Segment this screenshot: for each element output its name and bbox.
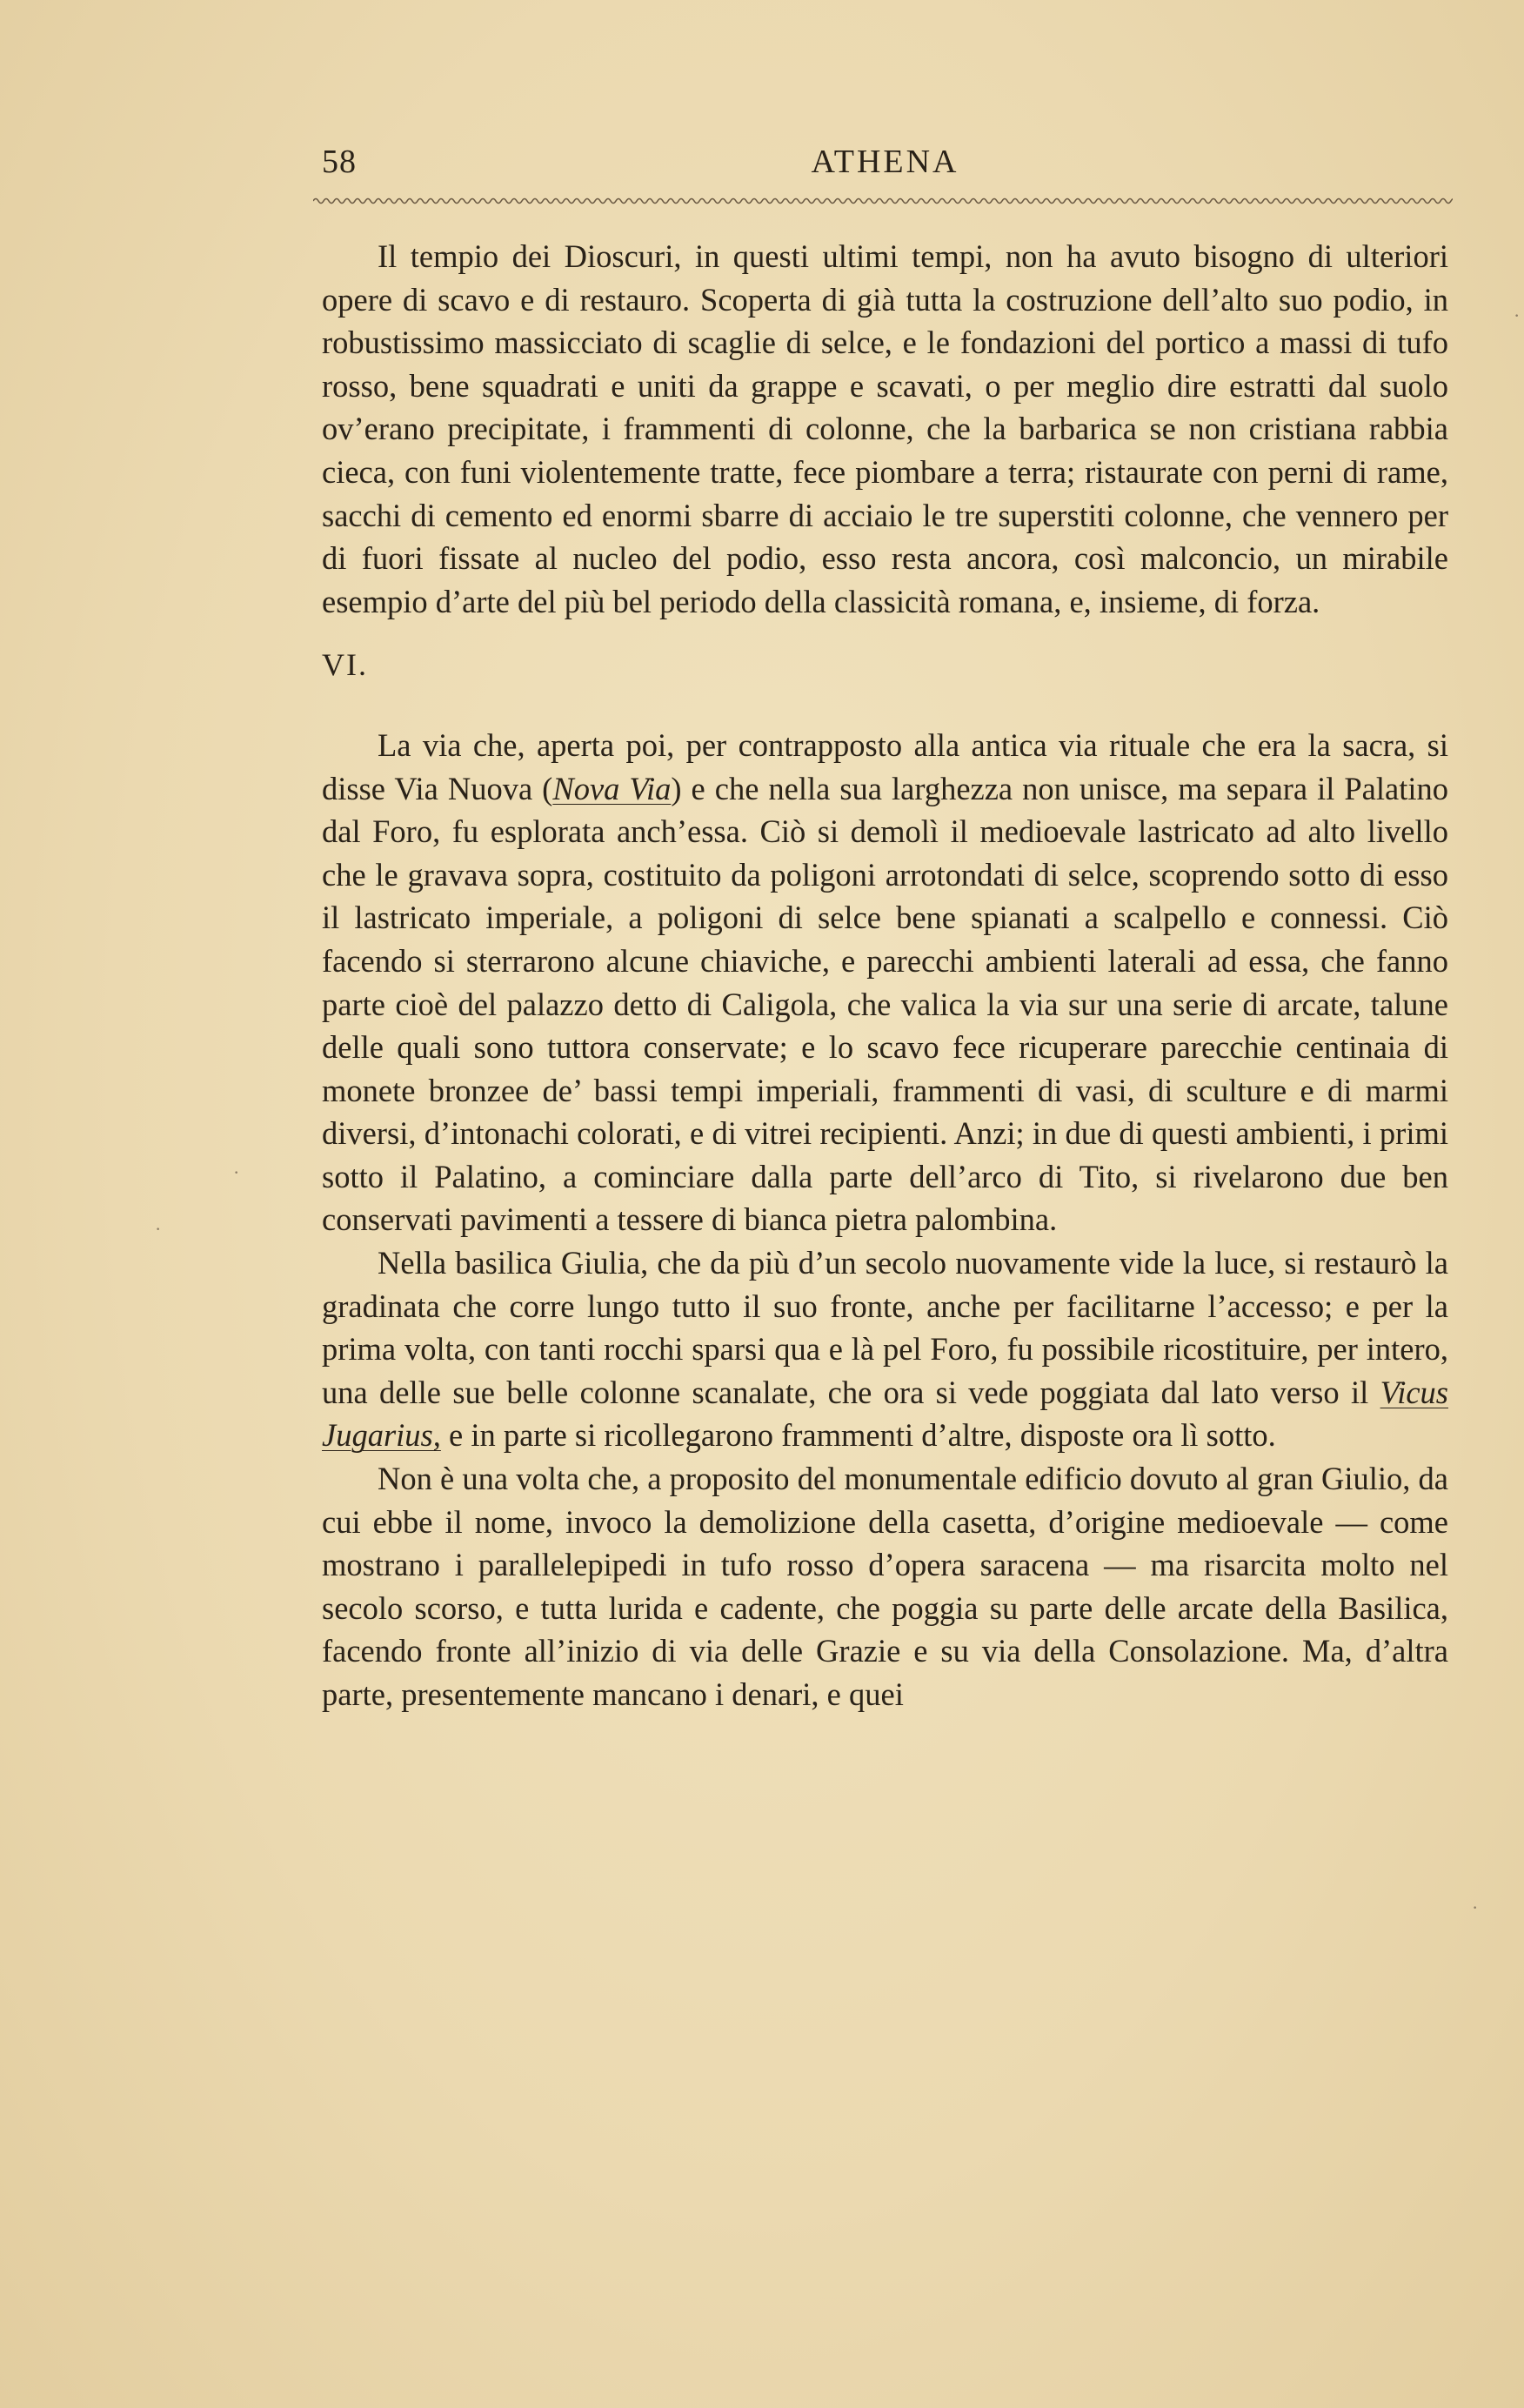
text-run: ) e che nella sua larghezza non unisce, ma separa il Palatino dal Foro, fu esplorata anch’essa. Ciò si demolì il medioevale lastricato ad alto livello che le gravava sopra, costituito da poligoni arrotondati di selce, scoprendo sotto di esso il lastricato imperiale, a poligoni di selce bene spianati a scalpello e connessi. Ciò facendo si sterrarono alcune chiaviche, e parecchi ambienti laterali ad essa, che fanno parte cioè del palazzo detto di Caligola, che valica la via sur una serie di arcate, talune delle quali sono tuttora conservate; e lo scavo fece ricuperare parecchie centinaia di monete bronzee de’ bassi tempi imperiali, frammenti di vasi, di sculture e di marmi diversi, d’intonachi colorati, e di vitrei recipienti. Anzi; in due di questi ambienti, i primi sotto il Palatino, a cominciare dalla parte dell’arco di Tito, si rivelarono due ben conservati pavimenti a tessere di bianca pietra palombina. [322, 770, 1448, 1238]
journal-title: ATHENA [811, 144, 959, 180]
margin-speck: · [1472, 1896, 1479, 1918]
italic-term-nova-via: Nova Via [552, 770, 672, 806]
text-run: e in parte si ricollegarono frammenti d’altre, disposte ora lì sotto. [440, 1417, 1276, 1454]
paragraph-via-nuova [322, 724, 1448, 1241]
page [322, 139, 1448, 1716]
paragraph-basilica-giulia [322, 1241, 1448, 1457]
margin-speck: · [155, 1218, 162, 1240]
section-heading: VI. [322, 647, 368, 683]
text-run: Nella basilica Giulia, che da più d’un secolo nuovamente vide la luce, si restaurò la gradinata che corre lungo tutto il suo fronte, anche per facilitarne l’accesso; e per la prima volta, con tanti rocchi sparsi qua e là pel Foro, fu possibile ricostituire, per intero, una delle sue belle colonne scanalate, che ora si vede poggiata dal lato verso il [322, 1245, 1448, 1410]
running-head [322, 139, 1448, 191]
text-run: La via che, aperta poi, per contrapposto alla antica via rituale che era la sacra, si disse Via Nuova ( [322, 726, 1448, 806]
page-number: 58 [322, 144, 357, 180]
wavy-rule [313, 195, 1453, 207]
italic-term-vicus-jugarius: Vicus Jugarius, [322, 1374, 1448, 1454]
paragraph-giulio: Non è una volta che, a proposito del monumentale edificio dovuto al gran Giulio, da cui ebbe il nome, invoco la demolizione della casetta, d’origine medioevale — come mostrano i parallelepipedi in tufo rosso d’opera saracena — ma risarcita molto nel secolo scorso, e tutta lurida e cadente, che poggia su parte delle arcate della Basilica, facendo fronte all’inizio di via delle Grazie e su via della Consolazione. Ma, d’altra parte, presentemente mancano i denari, e quei [322, 1461, 1448, 1712]
margin-speck: · [1514, 304, 1521, 326]
margin-speck: · [233, 1161, 240, 1183]
article-body [322, 235, 1448, 1716]
paragraph-dioscuri: Il tempio dei Dioscuri, in questi ultimi tempi, non ha avuto bisogno di ulteriori opere di scavo e di restauro. Scoperta di già tutta la costruzione dell’alto suo podio, in robustissimo massicciato di scaglie di selce, e le fondazioni del portico a massi di tufo rosso, bene squadrati e uniti da grappe e scavati, o per meglio dire estratti dal suolo ov’erano precipitate, i frammenti di colonne, che la barbarica se non cristiana rabbia cieca, con funi violentemente tratte, fece piombare a terra; ristaurate con perni di rame, sacchi di cemento ed enormi sbarre di acciaio le tre superstiti colonne, che vennero per di fuori fissate al nucleo del podio, esso resta ancora, così malconcio, un mirabile esempio d’arte del più bel periodo della classicità romana, e, insieme, di forza. [322, 238, 1448, 619]
